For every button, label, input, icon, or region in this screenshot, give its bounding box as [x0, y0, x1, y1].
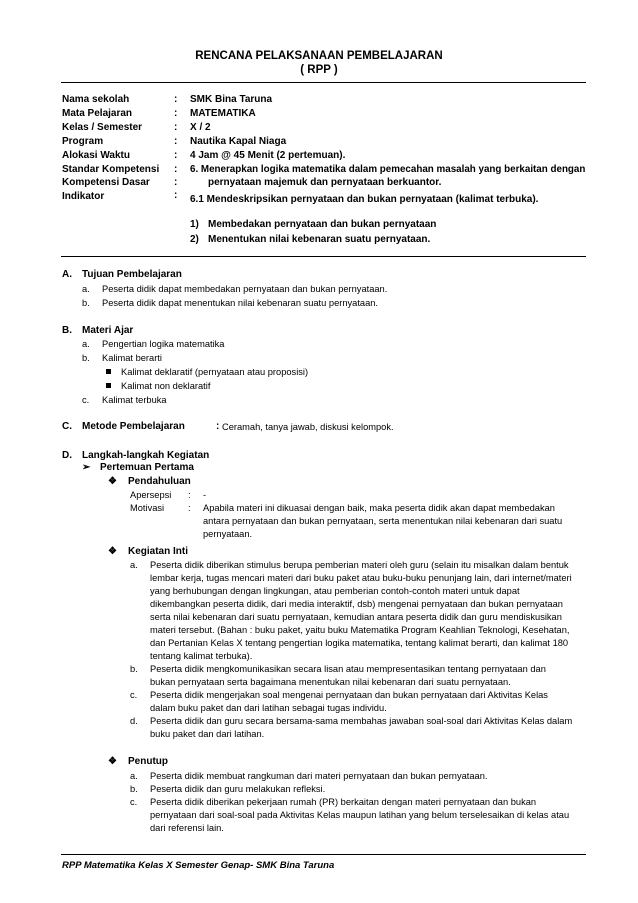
square-bullet-icon: [106, 383, 111, 388]
diamond-bullet-icon: ❖: [108, 546, 117, 557]
inti-a-line: dikembangkan peserta didik, dari media interaktif, dsb) mengenai pernyataan dan bukan pernyataan: [150, 599, 563, 609]
list-marker: a.: [130, 771, 138, 781]
identity-colon: :: [174, 150, 178, 161]
identity-label: Standar Kompetensi: [62, 164, 160, 175]
inti-a-line: Peserta didik diberikan stimulus berupa pemberian materi oleh guru (selain itu misalkan dalam bentuk: [150, 560, 569, 570]
apersepsi-label: Apersepsi: [130, 490, 172, 500]
document-subtitle: ( RPP ): [300, 64, 338, 76]
pendahuluan-heading: [108, 476, 191, 487]
list-marker: b.: [82, 298, 90, 308]
indicator-text: Menentukan nilai kebenaran suatu pernyataan.: [208, 234, 431, 245]
meeting-heading: [82, 462, 194, 473]
penutup-b-line: Peserta didik dan guru melakukan refleksi.: [150, 784, 326, 794]
inti-a-line: dan Pertanian Kelas X tentang pengertian logika matematika, tentang kalimat berarti, dan kalimat 180: [150, 638, 569, 648]
inti-a-line: serta nilai kebenaran dari suatu pernyataan, kemudian antara peserta didik dan guru mendiskusikan: [150, 612, 562, 622]
list-text: Peserta didik dapat membedakan pernyataan dan bukan pernyataan.: [102, 284, 388, 294]
footer-divider: [61, 854, 586, 855]
inti-a-line: yang berhubungan dengan lingkungan, atau pemberian contoh-contoh materi untuk dapat: [150, 586, 520, 596]
identity-colon: :: [174, 108, 178, 119]
list-marker: b.: [130, 784, 138, 794]
section-title: Materi Ajar: [82, 325, 134, 336]
motivasi-colon: :: [188, 503, 191, 513]
sub-list-item: [106, 367, 308, 377]
section-c-colon: :: [216, 421, 220, 432]
indicator-item: [190, 234, 430, 245]
penutup-c-line: dari referensi lain.: [150, 823, 224, 833]
indicator-text: Membedakan pernyataan dan bukan pernyataan: [208, 219, 437, 230]
list-marker: a.: [82, 284, 90, 294]
meeting-title: Pertemuan Pertama: [100, 462, 194, 473]
inti-d-line: buku paket dan dari latihan.: [150, 729, 265, 739]
square-bullet-icon: [106, 369, 111, 374]
inti-b-line: Peserta didik mengkomunikasikan secara lisan atau mempresentasikan tentang pernyataan dan: [150, 664, 546, 674]
motivasi-label: Motivasi: [130, 503, 165, 513]
section-number: D.: [62, 450, 72, 461]
list-text: Kalimat terbuka: [102, 395, 167, 405]
section-number: A.: [62, 269, 72, 280]
section-c-heading: [62, 421, 185, 432]
document-title: RENCANA PELAKSANAAN PEMBELAJARAN: [195, 50, 443, 62]
list-item: [82, 298, 378, 308]
kegiatan-inti-title: Kegiatan Inti: [128, 546, 189, 557]
identity-label: Mata Pelajaran: [62, 108, 133, 119]
penutup-title: Penutup: [128, 756, 168, 767]
section-title: Langkah-langkah Kegiatan: [82, 450, 210, 461]
inti-a-line: lembar kerja, tugas mencari materi dari buku paket atau buku-buku penunjang lain, dari internet/materi: [150, 573, 572, 583]
identity-value: Nautika Kapal Niaga: [190, 136, 287, 147]
identity-value: X / 2: [190, 122, 211, 133]
penutup-heading: [108, 756, 168, 767]
pendahuluan-title: Pendahuluan: [128, 476, 191, 487]
motivasi-line: antara pernyataan dan bukan pernyataan, serta menentukan nilai kebenaran dari suatu: [203, 516, 563, 526]
penutup-a-line: Peserta didik membuat rangkuman dari materi pernyataan dan bukan pernyataan.: [150, 771, 488, 781]
list-marker: c.: [82, 395, 90, 405]
section-b-heading: [62, 325, 133, 336]
identity-label: Kelas / Semester: [62, 122, 143, 133]
identity-value: pernyataan majemuk dan pernyataan berkuantor.: [208, 177, 442, 188]
identity-value: MATEMATIKA: [190, 108, 256, 119]
sub-list-item: [106, 381, 210, 391]
list-marker: b.: [130, 664, 138, 674]
top-divider: [61, 82, 586, 83]
indicator-num: 1): [190, 219, 199, 230]
list-item: [82, 353, 162, 363]
identity-colon: :: [174, 136, 178, 147]
identity-colon: :: [174, 190, 178, 201]
kegiatan-inti-heading: [108, 546, 188, 557]
penutup-c-line: pernyataan dari soal-soal pada Aktivitas Kelas maupun latihan yang belum terselesaikan di kelas atau: [150, 810, 570, 820]
page-footer: RPP Matematika Kelas X Semester Genap- SMK Bina Taruna: [62, 860, 335, 871]
inti-b-line: bukan pernyataan serta bagaimana menentukan nilai kebenaran dari suatu pernyataan.: [150, 677, 511, 687]
inti-d-line: Peserta didik dan guru secara bersama-sama membahas jawaban soal-soal dari Aktivitas Kelas dalam: [150, 716, 573, 726]
arrow-bullet-icon: ➢: [82, 462, 91, 473]
penutup-c-line: Peserta didik diberikan pekerjaan rumah (PR) berkaitan dengan materi pernyataan dan bukan: [150, 797, 537, 807]
indicator-item: [190, 219, 436, 230]
motivasi-line: pernyataan.: [203, 529, 253, 539]
diamond-bullet-icon: ❖: [108, 756, 117, 767]
inti-c-line: dalam buku paket dan dari latihan sebagai tugas individu.: [150, 703, 387, 713]
list-marker: a.: [130, 560, 138, 570]
section-title: Tujuan Pembelajaran: [82, 269, 182, 280]
list-text: Peserta didik dapat menentukan nilai kebenaran suatu pernyataan.: [102, 298, 378, 308]
identity-label: Program: [62, 136, 104, 147]
list-text: Pengertian logika matematika: [102, 339, 225, 349]
identity-label: Alokasi Waktu: [62, 150, 130, 161]
motivasi-line: Apabila materi ini dikuasai dengan baik, maka peserta didik akan dapat membedakan: [203, 503, 555, 513]
section-d-heading: [62, 450, 209, 461]
section-number: B.: [62, 325, 72, 336]
identity-colon: :: [174, 164, 178, 175]
inti-c-line: Peserta didik mengerjakan soal mengenai pernyataan dan bukan pernyataan dari Aktivitas Kelas: [150, 690, 548, 700]
identity-colon: :: [174, 177, 178, 188]
identity-colon: :: [174, 94, 178, 105]
section-a-heading: [62, 269, 182, 280]
list-item: [82, 339, 224, 349]
inti-a-line: tentang kalimat terbuka).: [150, 651, 253, 661]
apersepsi-value: -: [203, 490, 207, 500]
identity-value: 6. Menerapkan logika matematika dalam pemecahan masalah yang berkaitan dengan: [190, 164, 586, 175]
inti-a-line: materi tersebut. (Bahan : buku paket, yaitu buku Matematika Program Keahlian Teknologi, Kesehatan,: [150, 625, 570, 635]
list-marker: c.: [130, 797, 138, 807]
apersepsi-colon: :: [188, 490, 191, 500]
identity-label: Indikator: [62, 191, 105, 202]
section-number: C.: [62, 421, 72, 432]
list-marker: d.: [130, 716, 138, 726]
identity-value: 6.1 Mendeskripsikan pernyataan dan bukan pernyataan (kalimat terbuka).: [190, 194, 539, 205]
identity-value: 4 Jam @ 45 Menit (2 pertemuan).: [190, 150, 346, 161]
list-marker: b.: [82, 353, 90, 363]
list-item: [82, 284, 387, 294]
list-item: [82, 395, 167, 405]
list-text: Kalimat non deklaratif: [121, 381, 211, 391]
diamond-bullet-icon: ❖: [108, 476, 117, 487]
indicator-num: 2): [190, 234, 199, 245]
identity-label: Kompetensi Dasar: [62, 177, 150, 188]
identity-colon: :: [174, 122, 178, 133]
identity-label: Nama sekolah: [62, 94, 130, 105]
list-marker: c.: [130, 690, 138, 700]
section-title: Metode Pembelajaran: [82, 421, 185, 432]
list-text: Kalimat berarti: [102, 353, 162, 363]
list-marker: a.: [82, 339, 90, 349]
section-c-value: Ceramah, tanya jawab, diskusi kelompok.: [222, 422, 394, 432]
identity-value: SMK Bina Taruna: [190, 94, 273, 105]
identity-divider: [61, 256, 586, 257]
list-text: Kalimat deklaratif (pernyataan atau proposisi): [121, 367, 309, 377]
